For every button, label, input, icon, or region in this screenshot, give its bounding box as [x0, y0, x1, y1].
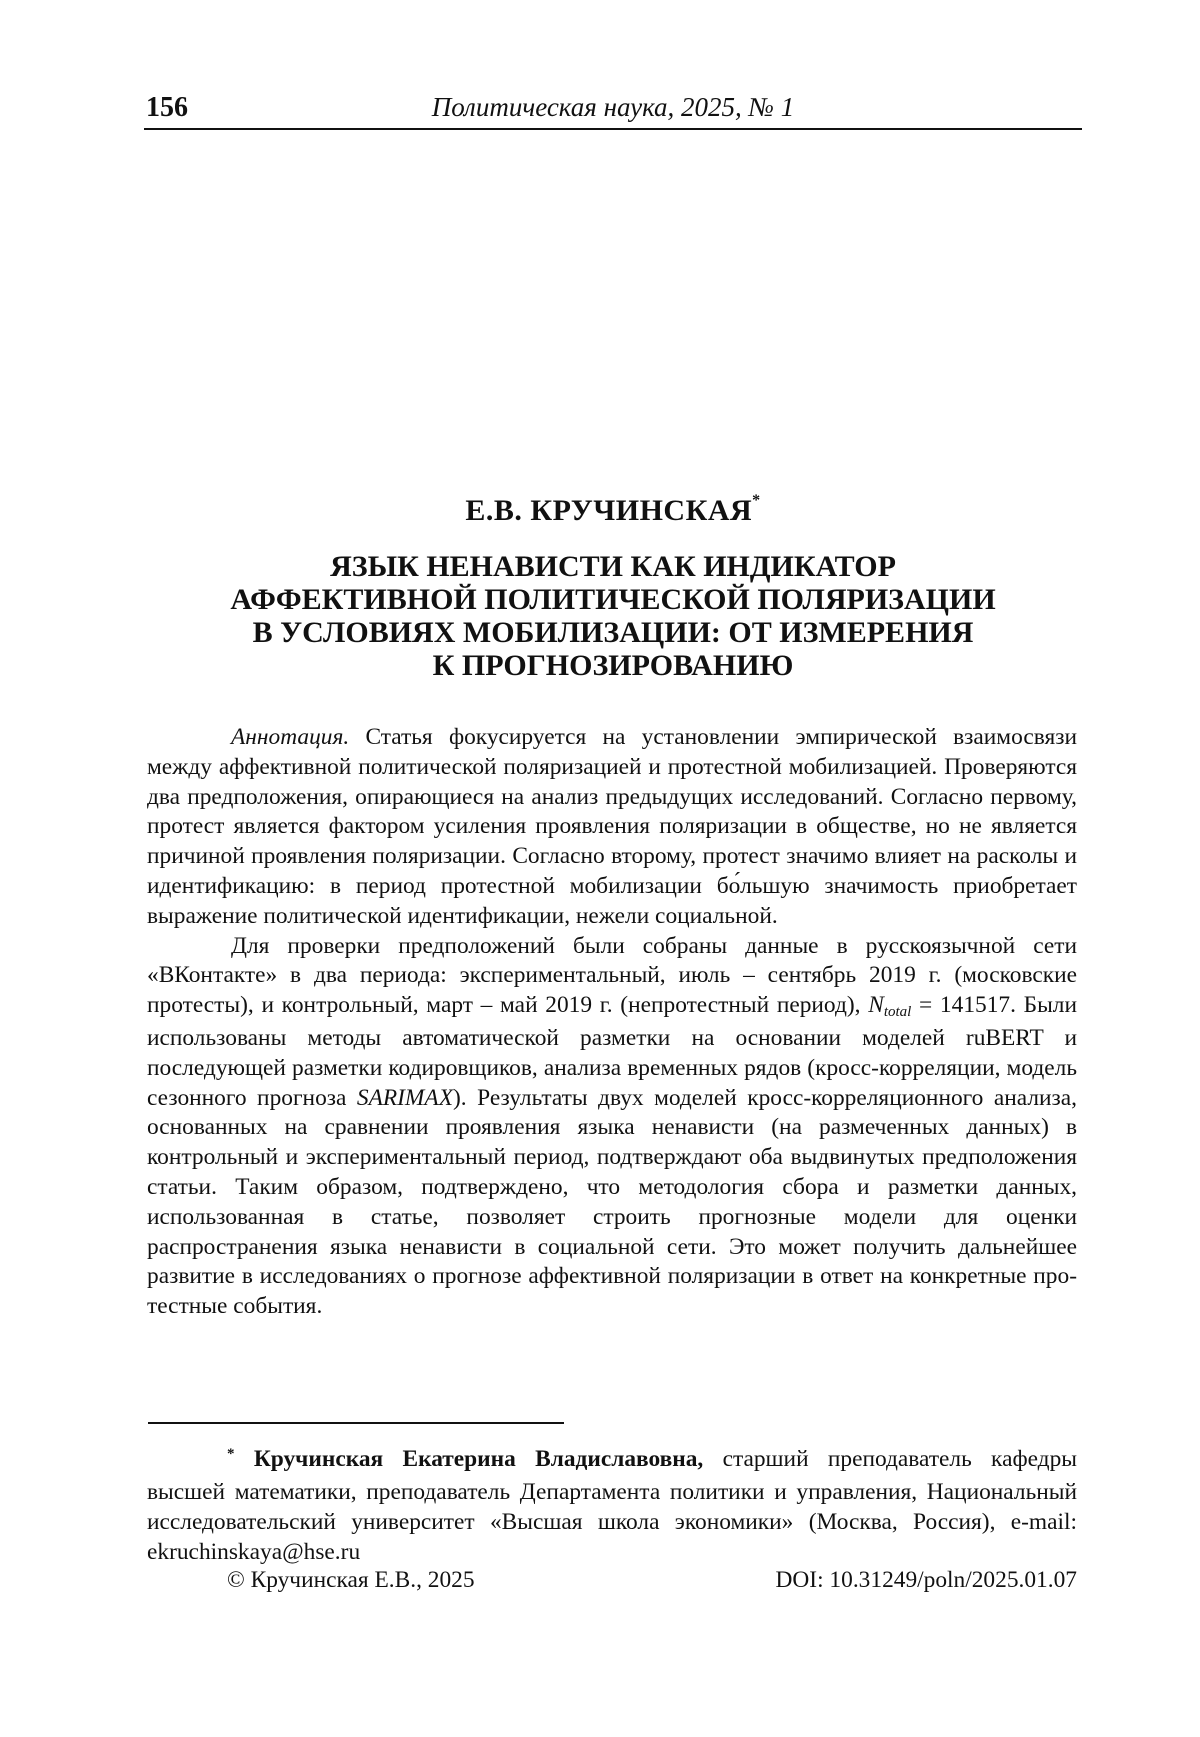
footnote-mark: *: [227, 1446, 235, 1462]
page-number: 156: [146, 92, 188, 123]
abstract-paragraph-2: [147, 932, 1077, 1322]
copyright-notice: © Кручинская Е.В., 2025: [227, 1567, 475, 1593]
footnote-divider: [148, 1422, 564, 1424]
abstract-text: Статья фокусируется на установлении эмпирической взаимосвязи между аффективной политической поляризацией и протестной мобилизацией. Проверяются два предположения, опирающиеся на анализ предыдущих исследований. Согласно первому, протест является фактором усиления проявления поляризации в обществе, но не является причиной проявления поляризации. Согласно второму, протест значимо влияет на расколы и идентификацию: в период протестной мобилизации бо́льшую значимость приобретает выражение политической идентификации, нежели социальной.: [147, 724, 1077, 929]
title-line: ЯЗЫК НЕНАВИСТИ КАК ИНДИКАТОР: [330, 550, 896, 583]
abstract-text: ). Результаты двух моделей кросс-корреляционного анализа, основанных на сравнении проявления языка ненависти (на размеченных данных) в контрольный и экспериментальный период, подтверждают оба выдвинутых предположения статьи. Таким образом, подтверждено, что методология сбора и разметки данных, использованная в статье, позволяет строить прогнозные модели для оценки распространения языка ненависти в социальной сети. Это может получить дальнейшее развитие в исследованиях о прогнозе аффективной поляризации в ответ на конкретные протестные события.: [147, 1084, 1077, 1320]
footnote-text: старший преподаватель кафедры высшей математики, преподаватель Департамента политики и управления, Национальный исследовательский университет «Высшая школа экономики» (Москва, Россия), e-mail: ekruchinskaya@hse.ru: [147, 1446, 1077, 1565]
sarimax-term: SARIMAX: [356, 1084, 453, 1111]
title-line: АФФЕКТИВНОЙ ПОЛИТИЧЕСКОЙ ПОЛЯРИЗАЦИИ: [230, 583, 996, 616]
abstract-text: Для проверки предположений были собраны данные в русскоязычной сети «ВКонтакте» в два периода: экспериментальный, июль – сентябрь 2019 г. (московские протесты), и контрольный, март – май 2019 г. (непротестный период),: [147, 932, 1077, 1019]
author-footnote-mark[interactable]: *: [752, 492, 761, 509]
author-name-text: Е.В. КРУЧИНСКАЯ: [465, 494, 753, 527]
abstract: [147, 723, 1077, 1322]
abstract-text: = 141517. Были использованы методы автоматической разметки на основании моделей ruBERT и последующей разметки кодировщиков, анализа временных рядов (кросс-корреляции, модель сезонного прогноза: [147, 992, 1077, 1111]
author-footnote: [147, 1444, 1077, 1567]
title-line: В УСЛОВИЯХ МОБИЛИЗАЦИИ: ОТ ИЗМЕРЕНИЯ: [252, 616, 974, 649]
abstract-paragraph-1: [147, 723, 1077, 932]
running-head: [144, 88, 1082, 130]
n-symbol: N: [868, 992, 884, 1019]
abstract-label: Аннотация.: [231, 724, 350, 750]
article-title: [144, 550, 1082, 682]
doi-link[interactable]: DOI: 10.31249/poln/2025.01.07: [775, 1567, 1077, 1593]
title-line: К ПРОГНОЗИРОВАНИЮ: [432, 649, 794, 682]
n-subscript: total: [883, 1004, 912, 1021]
author-name: [144, 494, 1082, 528]
footnote-author-name: Кручинская Екатерина Владиславовна,: [253, 1446, 704, 1472]
journal-title: Политическая наука, 2025, № 1: [431, 92, 795, 122]
